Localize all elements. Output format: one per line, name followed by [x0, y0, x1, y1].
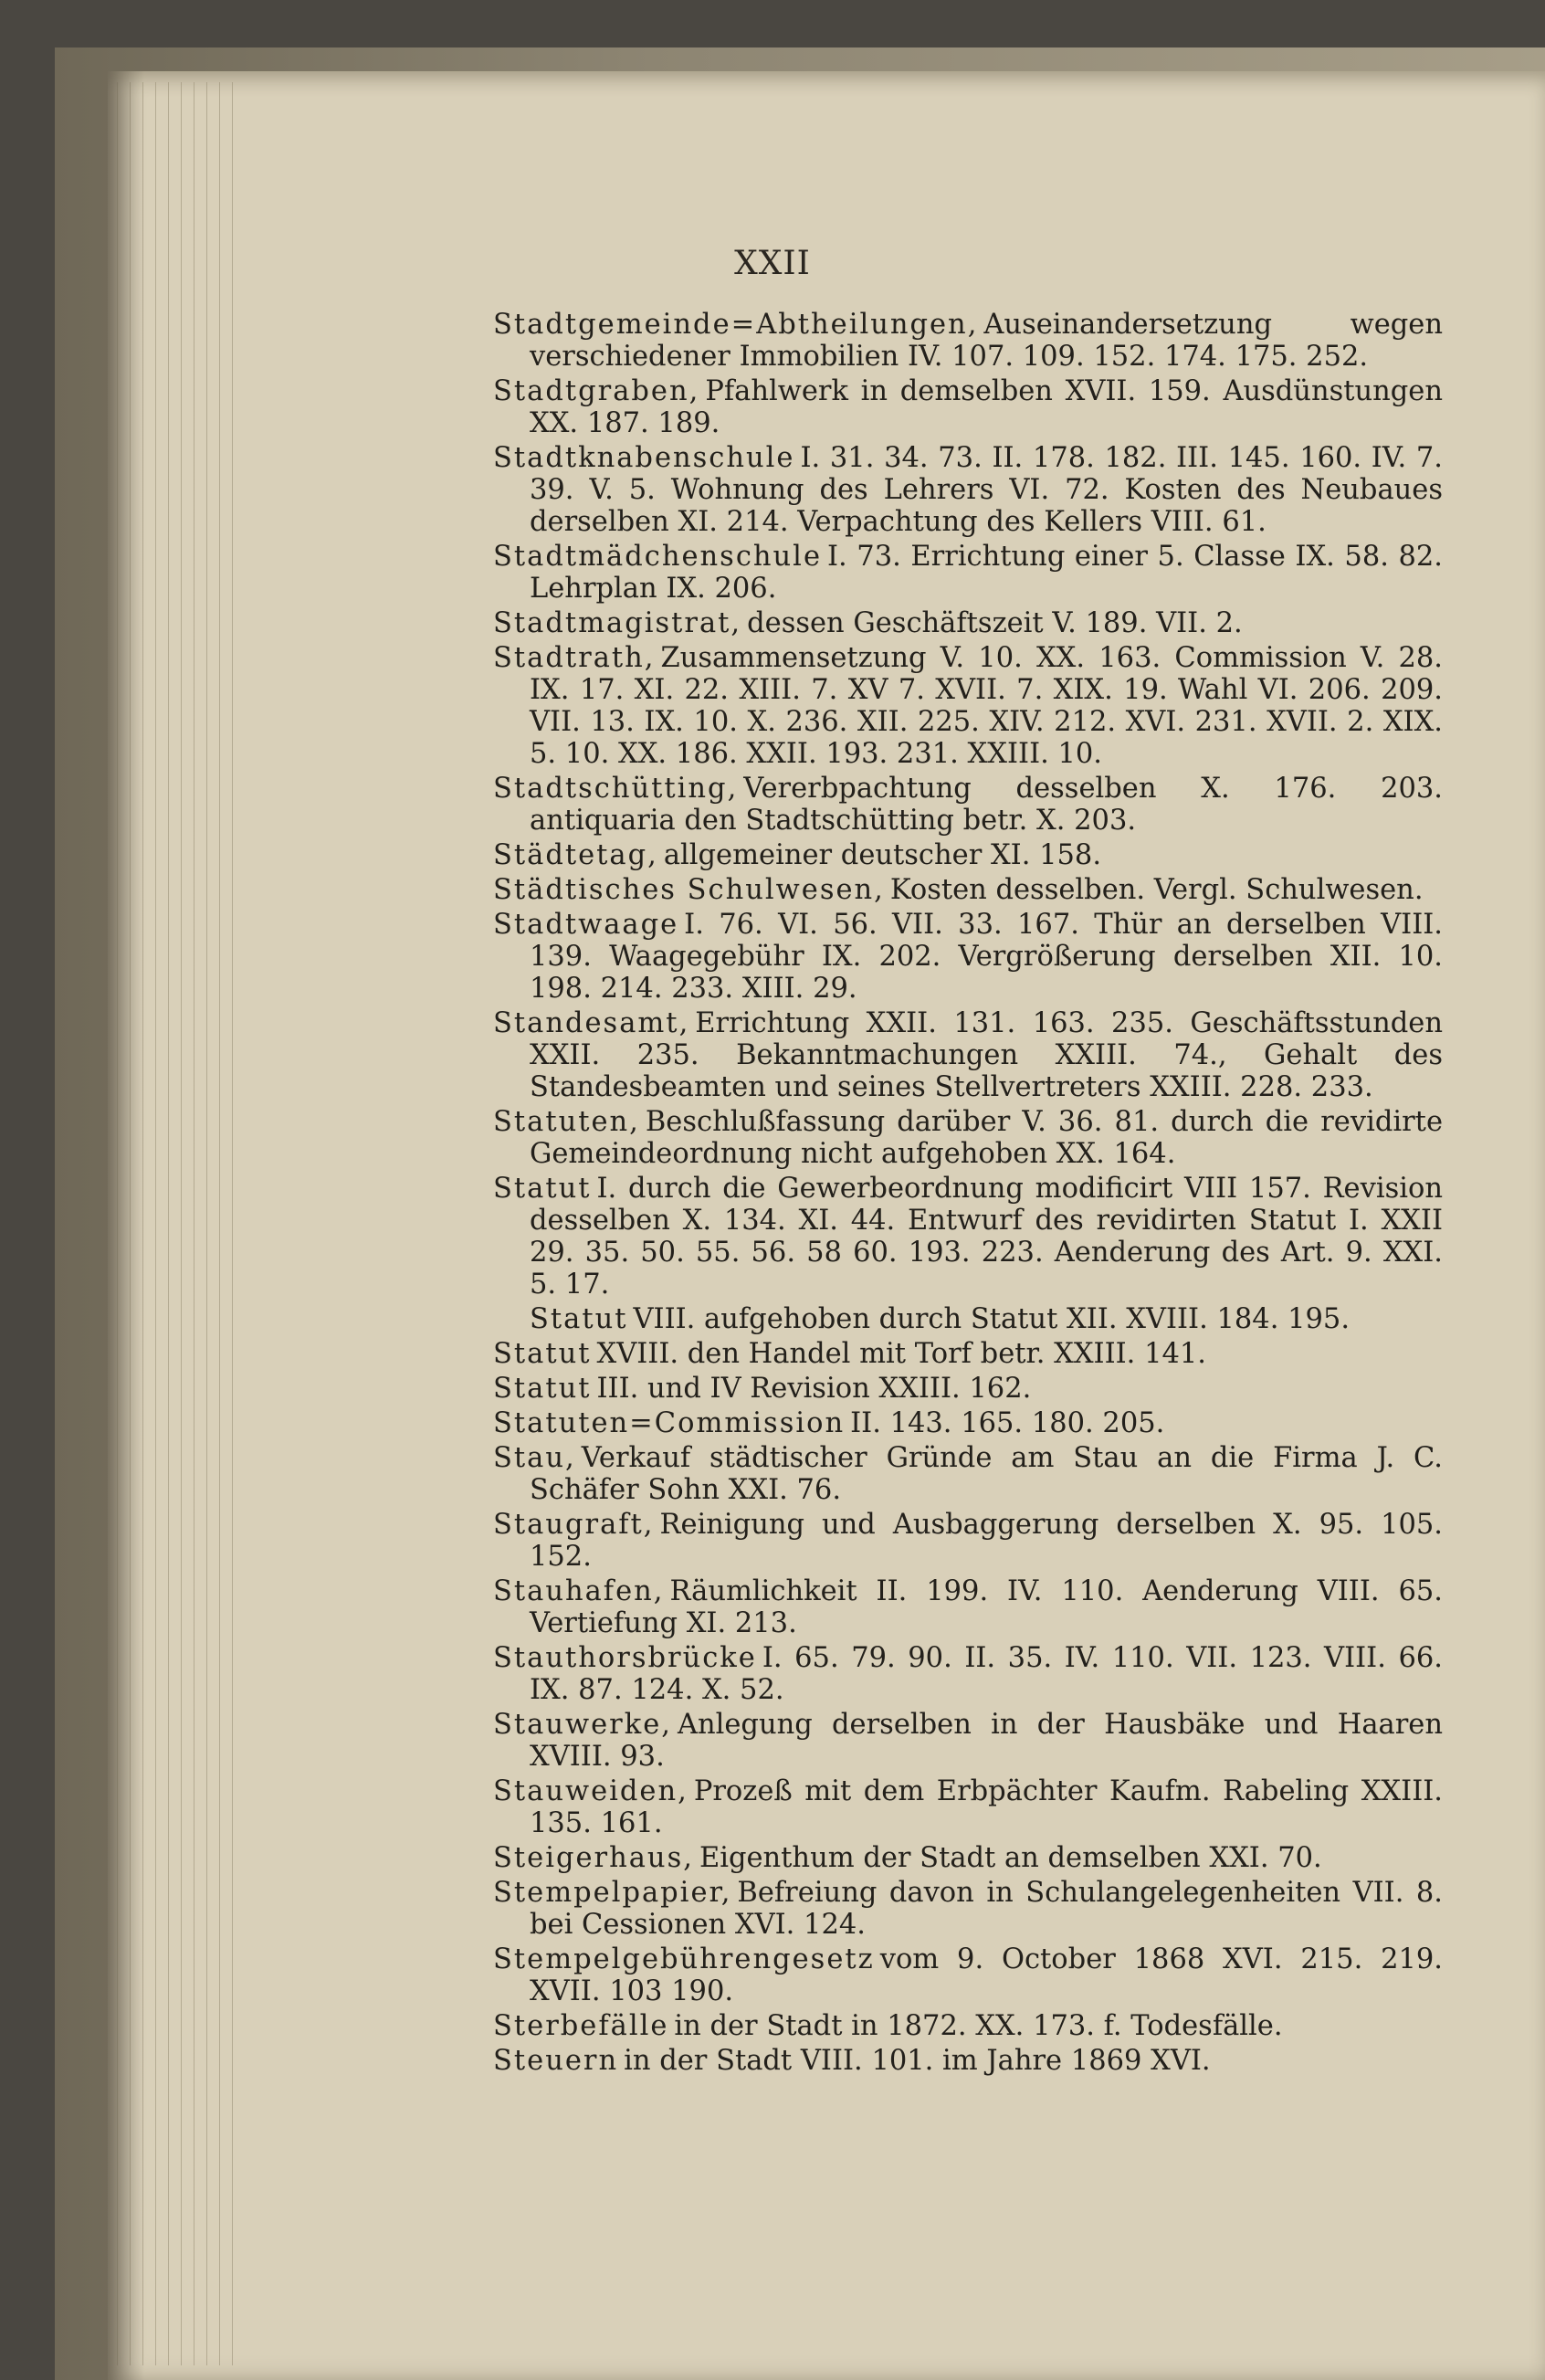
entry-text: II. 143. 165. 180. 205.: [850, 1407, 1165, 1439]
index-entries: [493, 309, 1443, 2080]
entry-heading: Statuten=Commission: [493, 1407, 846, 1439]
index-entry: [493, 1338, 1443, 1370]
entry-heading: Städtisches Schulwesen,: [493, 874, 885, 906]
index-entry: [493, 442, 1443, 538]
entry-text: Beschlußfassung darüber V. 36. 81. durch die revidirte Gemeindeordnung nicht aufgehoben XX. 164.: [530, 1106, 1443, 1170]
entry-text: in der Stadt in 1872. XX. 173. f. Todesfälle.: [674, 2010, 1283, 2042]
entry-text: Pfahlwerk in demselben XVII. 159. Ausdünstungen XX. 187. 189.: [530, 375, 1443, 439]
index-entry: [493, 2010, 1443, 2042]
entry-heading: Steigerhaus,: [493, 1842, 694, 1874]
entry-text: Räumlichkeit II. 199. IV. 110. Aenderung VIII. 65. Vertiefung XI. 213.: [530, 1575, 1443, 1639]
index-entry: [493, 1877, 1443, 1941]
index-entry: [493, 1642, 1443, 1706]
entry-heading: Standesamt,: [493, 1007, 690, 1039]
index-entry: [493, 1842, 1443, 1874]
entry-heading: Stadtmädchenschule: [493, 541, 822, 573]
entry-text: Auseinandersetzung wegen verschiedener Immobilien IV. 107. 109. 152. 174. 175. 252.: [530, 309, 1443, 373]
entry-heading: Stadtgemeinde=Abtheilungen,: [493, 309, 979, 341]
entry-text: Prozeß mit dem Erbpächter Kaufm. Rabeling XXIII. 135. 161.: [530, 1775, 1443, 1839]
entry-heading: Statut: [493, 1338, 592, 1370]
index-entry: [493, 1709, 1443, 1773]
index-entry: [493, 839, 1443, 871]
entry-heading: Sterbefälle: [493, 2010, 669, 2042]
entry-text: vom 9. October 1868 XVI. 215. 219. XVII. 103 190.: [530, 1943, 1443, 2007]
entry-text: Reinigung und Ausbaggerung derselben X. 95. 105. 152.: [530, 1509, 1443, 1573]
entry-heading: Stadtmagistrat,: [493, 607, 742, 639]
entry-heading: Stauwerke,: [493, 1709, 672, 1741]
index-entry: [493, 541, 1443, 605]
index-entry: [493, 1373, 1443, 1405]
entry-text: I. 31. 34. 73. II. 178. 182. III. 145. 160. IV. 7. 39. V. 5. Wohnung des Lehrers VI. 72. Kosten des Neubaues derselben XI. 214. Verpachtung des Kellers VIII. 61.: [530, 442, 1443, 538]
entry-heading: Steuern: [493, 2045, 619, 2077]
index-entry: [493, 1943, 1443, 2007]
index-entry: [493, 1173, 1443, 1301]
entry-text: Anlegung derselben in der Hausbäke und Haaren XVIII. 93.: [530, 1709, 1443, 1773]
page-number: XXII: [734, 245, 811, 282]
entry-heading: Stadtknabenschule: [493, 442, 795, 474]
entry-text: I. 73. Errichtung einer 5. Classe IX. 58. 82. Lehrplan IX. 206.: [530, 541, 1443, 605]
entry-heading: Staugraft,: [493, 1509, 655, 1541]
entry-text: Eigenthum der Stadt an demselben XXI. 70.: [699, 1842, 1322, 1874]
index-entry: [493, 1775, 1443, 1839]
entry-text: Errichtung XXII. 131. 163. 235. Geschäftsstunden XXII. 235. Bekanntmachungen XXIII. 74., Gehalt des Standesbeamten und seines Stellvertreters XXIII. 228. 233.: [530, 1007, 1443, 1103]
index-entry: [493, 375, 1443, 439]
index-entry: [493, 1303, 1443, 1335]
entry-heading: Stempelpapier,: [493, 1877, 732, 1909]
entry-text: I. 65. 79. 90. II. 35. IV. 110. VII. 123. VIII. 66. IX. 87. 124. X. 52.: [530, 1642, 1443, 1706]
entry-heading: Städtetag,: [493, 839, 658, 871]
index-entry: [493, 2045, 1443, 2077]
index-entry: [493, 909, 1443, 1005]
entry-heading: Stadtwaage: [493, 909, 679, 941]
index-entry: [493, 607, 1443, 639]
entry-text: allgemeiner deutscher XI. 158.: [663, 839, 1102, 871]
entry-text: Vererbpachtung desselben X. 176. 203. antiquaria den Stadtschütting betr. X. 203.: [530, 773, 1443, 837]
index-entry: [493, 1407, 1443, 1439]
entry-heading: Stau,: [493, 1442, 576, 1474]
index-entry: [493, 1509, 1443, 1573]
entry-heading: Statuten,: [493, 1106, 640, 1138]
index-entry: [493, 1007, 1443, 1103]
entry-heading: Stadtschütting,: [493, 773, 739, 805]
entry-heading: Stauthorsbrücke: [493, 1642, 757, 1674]
index-entry: [493, 773, 1443, 837]
index-entry: [493, 1106, 1443, 1170]
entry-heading: Stauweiden,: [493, 1775, 688, 1807]
entry-text: in der Stadt VIII. 101. im Jahre 1869 XVI.: [624, 2045, 1211, 2077]
index-entry: [493, 642, 1443, 770]
entry-heading: Stempelgebührengesetz: [493, 1943, 875, 1975]
entry-text: VIII. aufgehoben durch Statut XII. XVIII. 184. 195.: [633, 1303, 1351, 1335]
entry-heading: Statut: [493, 1173, 592, 1205]
index-entry: [493, 309, 1443, 373]
entry-text: Kosten desselben. Vergl. Schulwesen.: [889, 874, 1424, 906]
entry-text: Zusammensetzung V. 10. XX. 163. Commission V. 28. IX. 17. XI. 22. XIII. 7. XV 7. XVII. 7. XIX. 19. Wahl VI. 206. 209. VII. 13. IX. 10. X. 236. XII. 225. XIV. 212. XVI. 231. XVII. 2. XIX. 5. 10. XX. 186. XXII. 193. 231. XXIII. 10.: [530, 642, 1443, 770]
index-entry: [493, 1442, 1443, 1506]
entry-text: III. und IV Revision XXIII. 162.: [596, 1373, 1032, 1405]
entry-heading: Stadtrath,: [493, 642, 656, 674]
entry-heading: Statut: [493, 1373, 592, 1405]
index-entry: [493, 1575, 1443, 1639]
entry-text: Verkauf städtischer Gründe am Stau an die Firma J. C. Schäfer Sohn XXI. 76.: [530, 1442, 1443, 1506]
entry-text: I. durch die Gewerbeordnung modificirt VIII 157. Revision desselben X. 134. XI. 44. Entwurf des revidirten Statut I. XXII 29. 35. 50. 55. 56. 58 60. 193. 223. Aenderung des Art. 9. XXI. 5. 17.: [530, 1173, 1443, 1301]
entry-text: I. 76. VI. 56. VII. 33. 167. Thür an derselben VIII. 139. Waagegebühr IX. 202. Vergrößerung derselben XII. 10. 198. 214. 233. XIII. 29.: [530, 909, 1443, 1005]
entry-heading: Stauhafen,: [493, 1575, 665, 1607]
index-entry: [493, 874, 1443, 906]
entry-text: XVIII. den Handel mit Torf betr. XXIII. 141.: [596, 1338, 1206, 1370]
entry-text: Befreiung davon in Schulangelegenheiten VII. 8. bei Cessionen XVI. 124.: [530, 1877, 1443, 1941]
entry-text: dessen Geschäftszeit V. 189. VII. 2.: [747, 607, 1243, 639]
entry-heading: Statut: [530, 1303, 628, 1335]
entry-heading: Stadtgraben,: [493, 375, 700, 407]
